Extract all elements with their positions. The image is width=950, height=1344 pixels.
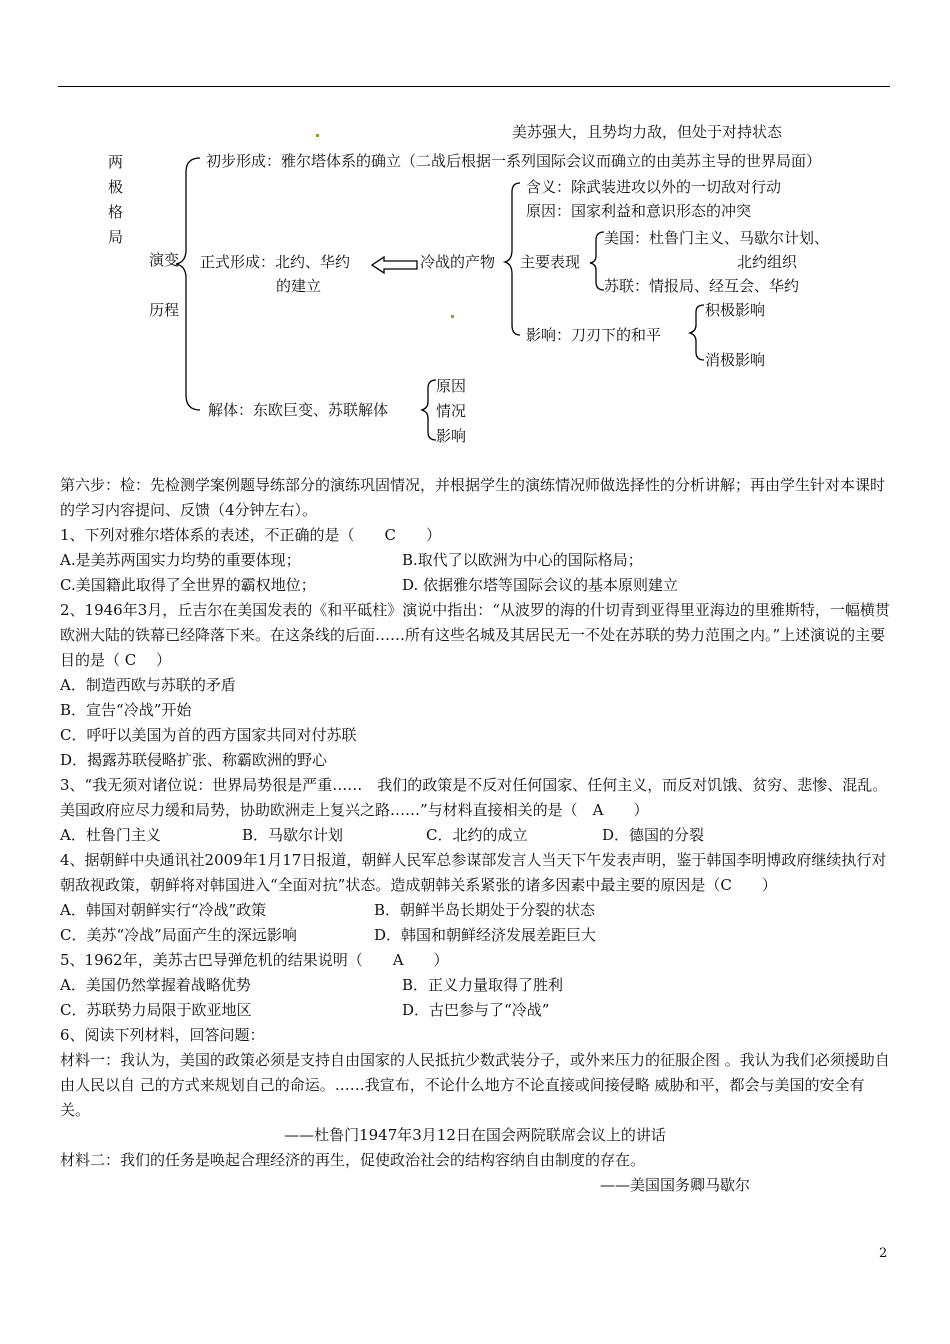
q5-option-d: D．古巴参与了“冷战” (402, 1001, 550, 1019)
q1-options-row1 (60, 548, 890, 573)
scan-dot (451, 315, 454, 318)
meaning: 含义：除武装进攻以外的一切敌对行动 (526, 178, 782, 196)
positive-influence: 积极影响 (705, 301, 766, 319)
q5-stem: 5、1962年，美苏古巴导弹危机的结果说明（ A ） (60, 951, 449, 969)
top-note: 美苏强大，且势均力敌，但处于对持状态 (512, 123, 783, 141)
dissolution-item: 情况 (436, 402, 467, 420)
q5-option-b: B．正义力量取得了胜利 (402, 976, 564, 994)
q1-option-c: C.美国籍此取得了全世界的霸权地位； (60, 576, 316, 594)
formal-formation-line2: 的建立 (276, 277, 322, 295)
cause: 原因：国家利益和意识形态的冲突 (526, 202, 752, 220)
q3-option-c: C．北约的成立 (426, 826, 528, 844)
q3-option-d: D．德国的分裂 (602, 826, 705, 844)
q5-option-a: A．美国仍然掌握着战略优势 (60, 976, 251, 994)
main-manifestation: 主要表现 (520, 253, 581, 271)
ussr: 苏联：情报局、经互会、华约 (604, 277, 800, 295)
q4-option-b: B．朝鲜半岛长期处于分裂的状态 (374, 901, 596, 919)
q3-stem: 3、“我无须对诸位说：世界局势很是严重…… 我们的政策是不反对任何国家、任何主义，而反对饥饿、贫穷、悲惨、混乱。美国政府应尽力缓和局势，协助欧洲走上复兴之路……”与材料直接相关的是（ A ） (60, 776, 888, 819)
q4-stem: 4、据朝鲜中央通讯社2009年1月17日报道，朝鲜人民军总参谋部发言人当天下午发表声明，鉴于韩国李明博政府继续执行对朝敌视政策，朝鲜将对韩国进入“全面对抗”状态。造成朝韩关系紧张的诸多因素中最主要的原因是（C ） (60, 851, 887, 894)
body-text (60, 473, 890, 1198)
vertical-char: 局 (108, 228, 124, 246)
evolution-label: 演变 (149, 251, 180, 269)
influence: 影响：刀刃下的和平 (526, 326, 662, 344)
q6-stem: 6、阅读下列材料，回答问题： (60, 1026, 265, 1044)
q5-options-row1 (60, 973, 890, 998)
dissolution-item: 影响 (436, 427, 467, 445)
q2-stem: 2、1946年3月，丘吉尔在美国发表的《和平砥柱》演说中指出：“从波罗的海的什切青到亚得里亚海边的里雅斯特，一幅横贯欧洲大陆的铁幕已经降落下来。在这条线的后面……所有这些名城及其居民无一不处在苏联的势力范围之内。”上述演说的主要目的是（ C ） (60, 601, 890, 669)
vertical-char: 两 (108, 153, 124, 171)
q1-stem: 1、下列对雅尔塔体系的表述，不正确的是（ C ） (60, 526, 442, 544)
q2-option-d: D．揭露苏联侵略扩张、称霸欧洲的野心 (60, 751, 328, 769)
q2-option-c: C．呼吁以美国为首的西方国家共同对付苏联 (60, 726, 357, 744)
brace-dissolution (422, 380, 436, 440)
cold-war-product: 冷战的产物 (420, 253, 496, 271)
formal-formation-line1: 正式形成：北约、华约 (200, 253, 351, 271)
dissolution: 解体：东欧巨变、苏联解体 (208, 401, 389, 419)
scan-dot (316, 134, 319, 137)
q4-options-row2 (60, 923, 890, 948)
dissolution-item: 原因 (436, 377, 467, 395)
q3-options (60, 823, 890, 848)
q4-options-row1 (60, 898, 890, 923)
page-number: 2 (879, 1246, 888, 1261)
vertical-char: 格 (108, 203, 124, 221)
q3-option-a: A．杜鲁门主义 (60, 826, 161, 844)
q3-option-b: B．马歇尔计划 (242, 826, 344, 844)
q2-option-b: B．宣告“冷战”开始 (60, 701, 192, 719)
double-arrow (372, 257, 417, 273)
brace-coldwar (505, 183, 520, 335)
q1-option-a: A.是美苏两国实力均势的重要体现； (60, 551, 301, 569)
usa-line2: 北约组织 (737, 253, 798, 271)
q4-option-d: D．韩国和朝鲜经济发展差距巨大 (374, 926, 597, 944)
vertical-char: 极 (108, 178, 124, 196)
q5-options-row2 (60, 998, 890, 1023)
brace-manifest (590, 232, 604, 290)
initial-formation: 初步形成：雅尔塔体系的确立（二战后根据一系列国际会议而确立的由美苏主导的世界局面） (206, 152, 822, 170)
q6-material-2: 材料二：我们的任务是唤起合理经济的再生，促使政治社会的结构容纳自由制度的存在。 (60, 1151, 646, 1169)
q1-option-d: D. 依据雅尔塔等国际会议的基本原则建立 (402, 576, 679, 594)
brace-influence (690, 305, 704, 360)
step6-paragraph: 第六步：检：先检测学案例题导练部分的演练巩固情况，并根据学生的演练情况师做选择性的分析讲解；再由学生针对本课时的学习内容提问、反馈（4分钟左右）。 (60, 476, 886, 519)
q4-option-c: C．美苏“冷战”局面产生的深远影响 (60, 926, 297, 944)
usa-line1: 美国：杜鲁门主义、马歇尔计划、 (604, 229, 830, 247)
q4-option-a: A．韩国对朝鲜实行“冷战”政策 (60, 901, 267, 919)
q6-material-2-source: ——美国国务卿马歇尔 (599, 1176, 750, 1194)
negative-influence: 消极影响 (705, 351, 766, 369)
process-label: 历程 (149, 301, 180, 319)
q2-option-a: A．制造西欧与苏联的矛盾 (60, 676, 236, 694)
brace-main (176, 158, 200, 410)
q6-material-1: 材料一：我认为，美国的政策必须是支持自由国家的人民抵抗少数武装分子，或外来压力的征服企图 。我认为我们必须援助自由人民以自 己的方式来规划自己的命运。……我宣布，不论什么地方不论直接或间接侵略 威胁和平，都会与美国的安全有关。 (60, 1051, 890, 1119)
q5-option-c: C．苏联势力局限于欧亚地区 (60, 1001, 252, 1019)
q6-material-1-source: ——杜鲁门1947年3月12日在国会两院联席会议上的讲话 (284, 1126, 666, 1144)
q1-options-row2 (60, 573, 890, 598)
q1-option-b: B.取代了以欧洲为中心的国际格局； (402, 551, 643, 569)
